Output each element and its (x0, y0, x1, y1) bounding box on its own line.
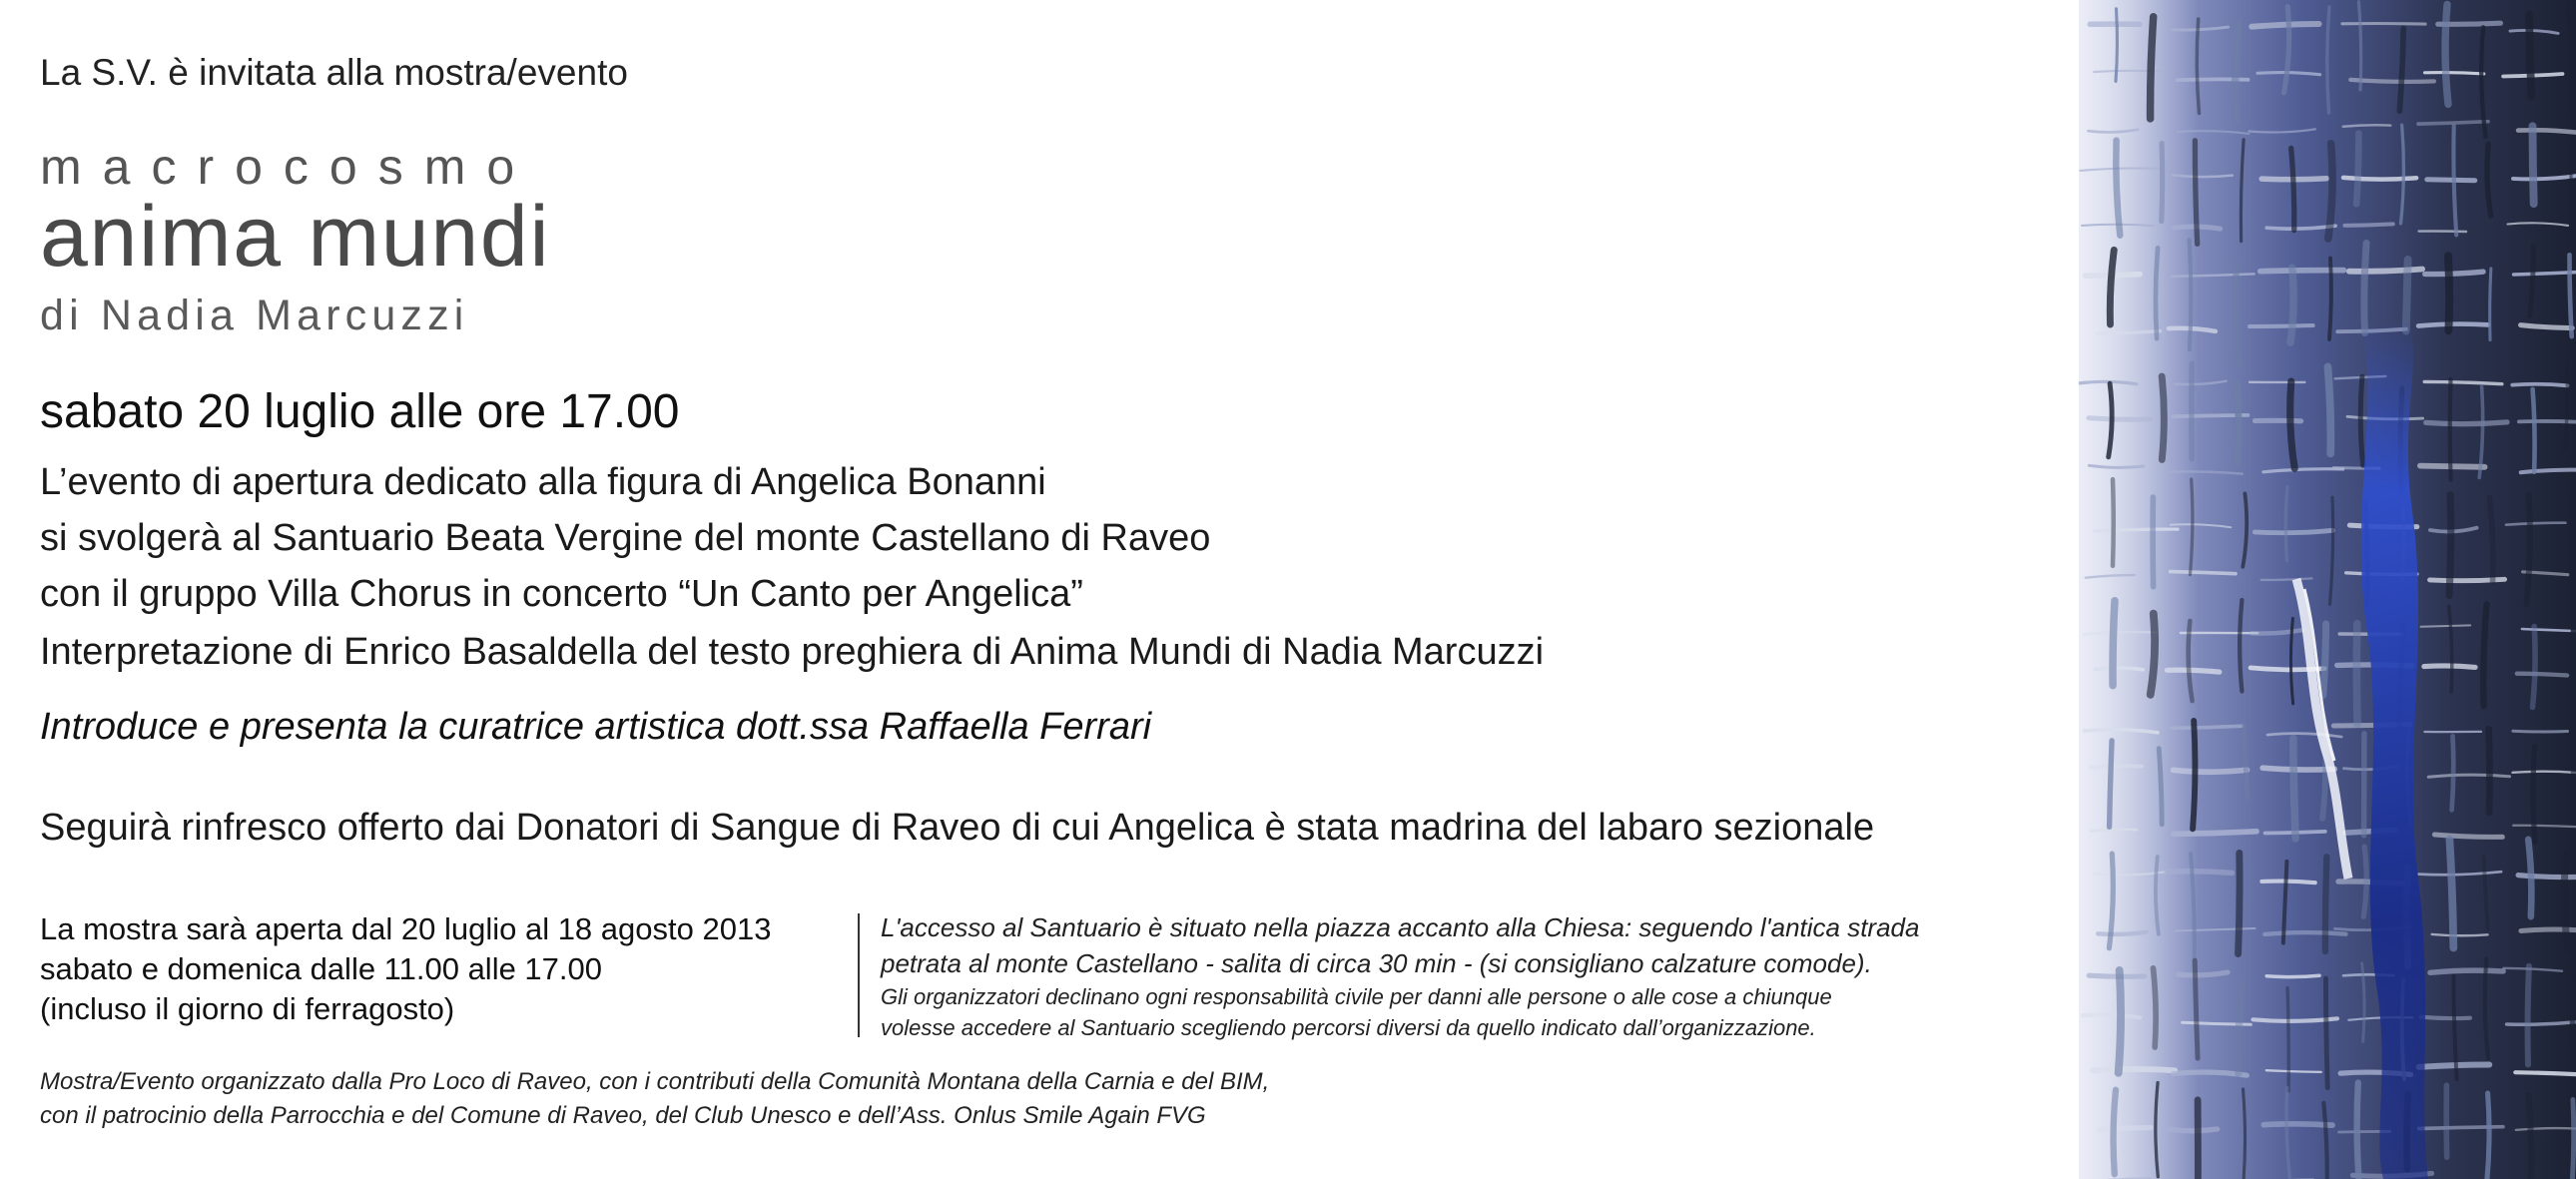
texture-stroke (2363, 847, 2366, 916)
invitation-text (40, 0, 2057, 1179)
disclaimer-line: volesse accedere al Santuario scegliendo percorsi diversi da quello indicato dall’organizzazione. (881, 1015, 1816, 1040)
texture-stroke (2239, 853, 2240, 953)
event-date: sabato 20 luglio alle ore 17.00 (40, 385, 680, 438)
texture-stroke (2156, 248, 2158, 338)
texture-stroke (2113, 479, 2114, 566)
texture-stroke (2264, 932, 2345, 934)
texture-stroke (2445, 4, 2448, 104)
abstract-painting-icon (2079, 0, 2576, 1179)
credits-line: con il patrocinio della Parrocchia e del Comune di Raveo, del Club Unesco e dell’Ass. Onlus Smile Again FVG (40, 1102, 1206, 1129)
texture-stroke (2526, 495, 2530, 604)
interpretation-note: Interpretazione di Enrico Basaldella del testo preghiera di Anima Mundi di Nadia Marcuzzi (40, 631, 1545, 673)
texture-stroke (2327, 366, 2330, 453)
texture-stroke (2512, 384, 2567, 386)
texture-stroke (2190, 241, 2192, 350)
texture-stroke (2446, 1085, 2447, 1157)
texture-stroke (2569, 255, 2571, 336)
texture-stroke (2328, 144, 2332, 239)
texture-stroke (2426, 422, 2507, 424)
texture-stroke (2490, 498, 2493, 582)
texture-stroke (2529, 15, 2531, 97)
texture-stroke (2110, 250, 2114, 324)
vertical-divider (858, 913, 860, 1037)
texture-stroke (2570, 141, 2571, 237)
texture-stroke (2449, 495, 2451, 596)
texture-stroke (2285, 487, 2287, 561)
texture-stroke (2528, 840, 2531, 916)
texture-stroke (2513, 731, 2568, 732)
texture-stroke (2098, 932, 2147, 934)
texture-stroke (2489, 729, 2490, 813)
texture-stroke (2154, 968, 2157, 1047)
texture-stroke (2091, 766, 2142, 768)
texture-stroke (2357, 1083, 2359, 1179)
texture-stroke (2427, 180, 2475, 181)
texture-stroke (2571, 1100, 2574, 1179)
texture-stroke (2167, 670, 2219, 672)
texture-stroke (2290, 268, 2293, 342)
texture-stroke (2343, 178, 2416, 180)
texture-stroke (2571, 494, 2572, 602)
opening-line: (incluso il giorno di ferragosto) (40, 991, 455, 1026)
texture-stroke (2329, 259, 2331, 339)
texture-stroke (2093, 1069, 2175, 1071)
texture-stroke (2452, 736, 2454, 810)
texture-stroke (2425, 272, 2483, 274)
texture-stroke (2193, 721, 2195, 829)
texture-stroke (2529, 1095, 2532, 1179)
texture-stroke (2343, 125, 2391, 127)
texture-stroke (2239, 984, 2242, 1073)
texture-stroke (2119, 970, 2121, 1073)
texture-stroke (2236, 23, 2239, 122)
texture-stroke (2099, 1128, 2152, 1130)
texture-stroke (2421, 1017, 2470, 1018)
texture-stroke (2113, 601, 2115, 686)
opening-line: La mostra sarà aperta dal 20 luglio al 18 agosto 2013 (40, 911, 772, 946)
organizer-credits (40, 1065, 1269, 1133)
artwork-image (2079, 0, 2576, 1179)
texture-stroke (2151, 17, 2154, 119)
texture-stroke (2564, 854, 2567, 948)
texture-stroke (2151, 614, 2155, 695)
texture-stroke (2179, 972, 2228, 975)
texture-stroke (2096, 668, 2144, 670)
texture-stroke (2323, 624, 2326, 696)
texture-stroke (2195, 960, 2198, 1058)
texture-stroke (2170, 1129, 2218, 1131)
texture-stroke (2291, 148, 2294, 230)
texture-stroke (2434, 835, 2502, 837)
texture-stroke (2263, 1124, 2332, 1125)
texture-stroke (2266, 975, 2319, 976)
texture-stroke (2114, 1090, 2116, 1175)
texture-stroke (2533, 389, 2535, 472)
texture-stroke (2325, 857, 2326, 951)
curator-note: Introduce e presenta la curatrice artistica dott.ssa Raffaella Ferrari (40, 706, 1152, 748)
texture-stroke (2089, 418, 2151, 420)
texture-stroke (2252, 24, 2318, 27)
texture-stroke (2287, 988, 2288, 1091)
texture-stroke (2424, 666, 2475, 667)
texture-stroke (2572, 975, 2575, 1045)
texture-stroke (2342, 24, 2425, 25)
texture-stroke (2344, 224, 2392, 226)
texture-stroke (2195, 141, 2197, 245)
access-line: petrata al monte Castellano - salita di circa 30 min - (si consigliano calzature comode). (881, 948, 1872, 978)
texture-stroke (2240, 600, 2242, 692)
exhibition-title-small: macrocosmo (40, 139, 536, 195)
texture-stroke (2364, 243, 2366, 332)
texture-stroke (2167, 872, 2232, 874)
texture-stroke (2533, 747, 2535, 843)
texture-stroke (2293, 739, 2295, 839)
texture-stroke (2450, 379, 2451, 480)
texture-stroke (2517, 674, 2567, 676)
disclaimer-line: Gli organizzatori declinano ogni responsabilità civile per danni alle persone o alle cose a chiunque (881, 984, 1832, 1009)
texture-stroke (2236, 265, 2239, 365)
texture-stroke (2425, 73, 2484, 74)
texture-stroke (2172, 726, 2242, 728)
texture-stroke (2533, 126, 2534, 204)
texture-stroke (2360, 376, 2363, 465)
texture-stroke (2162, 144, 2163, 222)
texture-stroke (2116, 9, 2117, 82)
access-info (881, 909, 2059, 1043)
texture-stroke (2238, 383, 2240, 463)
texture-stroke (2432, 934, 2488, 935)
access-line: L'accesso al Santuario è situato nella piazza accanto alla Chiesa: seguendo l'antica strada (881, 912, 1920, 942)
event-line: si svolgerà al Santuario Beata Vergine del monte Castellano di Raveo (40, 517, 1211, 559)
texture-stroke (2521, 325, 2573, 328)
credits-line: Mostra/Evento organizzato dalla Pro Loco di Raveo, con i contributi della Comunità Montana della Carnia e del BIM, (40, 1068, 1270, 1095)
texture-stroke (2254, 530, 2332, 532)
texture-stroke (2490, 269, 2491, 340)
texture-stroke (2421, 625, 2471, 626)
texture-stroke (2533, 627, 2536, 708)
texture-stroke (2574, 736, 2575, 816)
texture-stroke (2250, 325, 2313, 326)
event-description (40, 454, 1210, 622)
refreshment-note: Seguirà rinfresco offerto dai Donatori di Sangue di Raveo di cui Angelica è stata madrina del labaro sezionale (40, 807, 1875, 849)
invitation-intro: La S.V. è invitata alla mostra/evento (40, 52, 628, 93)
texture-stroke (2574, 621, 2575, 693)
texture-stroke (2261, 882, 2314, 884)
texture-stroke (2356, 624, 2357, 725)
exhibition-title: anima mundi (40, 189, 551, 285)
texture-stroke (2528, 966, 2529, 1065)
texture-stroke (2350, 80, 2434, 82)
texture-stroke (2325, 978, 2327, 1088)
texture-stroke (2418, 122, 2488, 124)
texture-stroke (2515, 1072, 2576, 1075)
opening-hours (40, 909, 859, 1029)
artist-name: di Nadia Marcuzzi (40, 292, 469, 339)
texture-stroke (2483, 604, 2486, 706)
texture-stroke (2174, 832, 2256, 835)
texture-stroke (2162, 376, 2164, 459)
texture-stroke (2171, 572, 2236, 574)
event-line: L’evento di apertura dedicato alla figura di Angelica Bonanni (40, 461, 1046, 503)
texture-stroke (2448, 256, 2449, 330)
texture-stroke (2356, 134, 2358, 205)
texture-stroke (2418, 324, 2488, 326)
texture-stroke (2174, 770, 2248, 772)
event-line: con il gruppo Villa Chorus in concerto “Un Canto per Angelica” (40, 573, 1083, 615)
texture-stroke (2110, 741, 2113, 828)
texture-stroke (2430, 970, 2503, 972)
opening-line: sabato e domenica dalle 11.00 alle 17.00 (40, 951, 603, 986)
texture-stroke (2449, 840, 2453, 948)
